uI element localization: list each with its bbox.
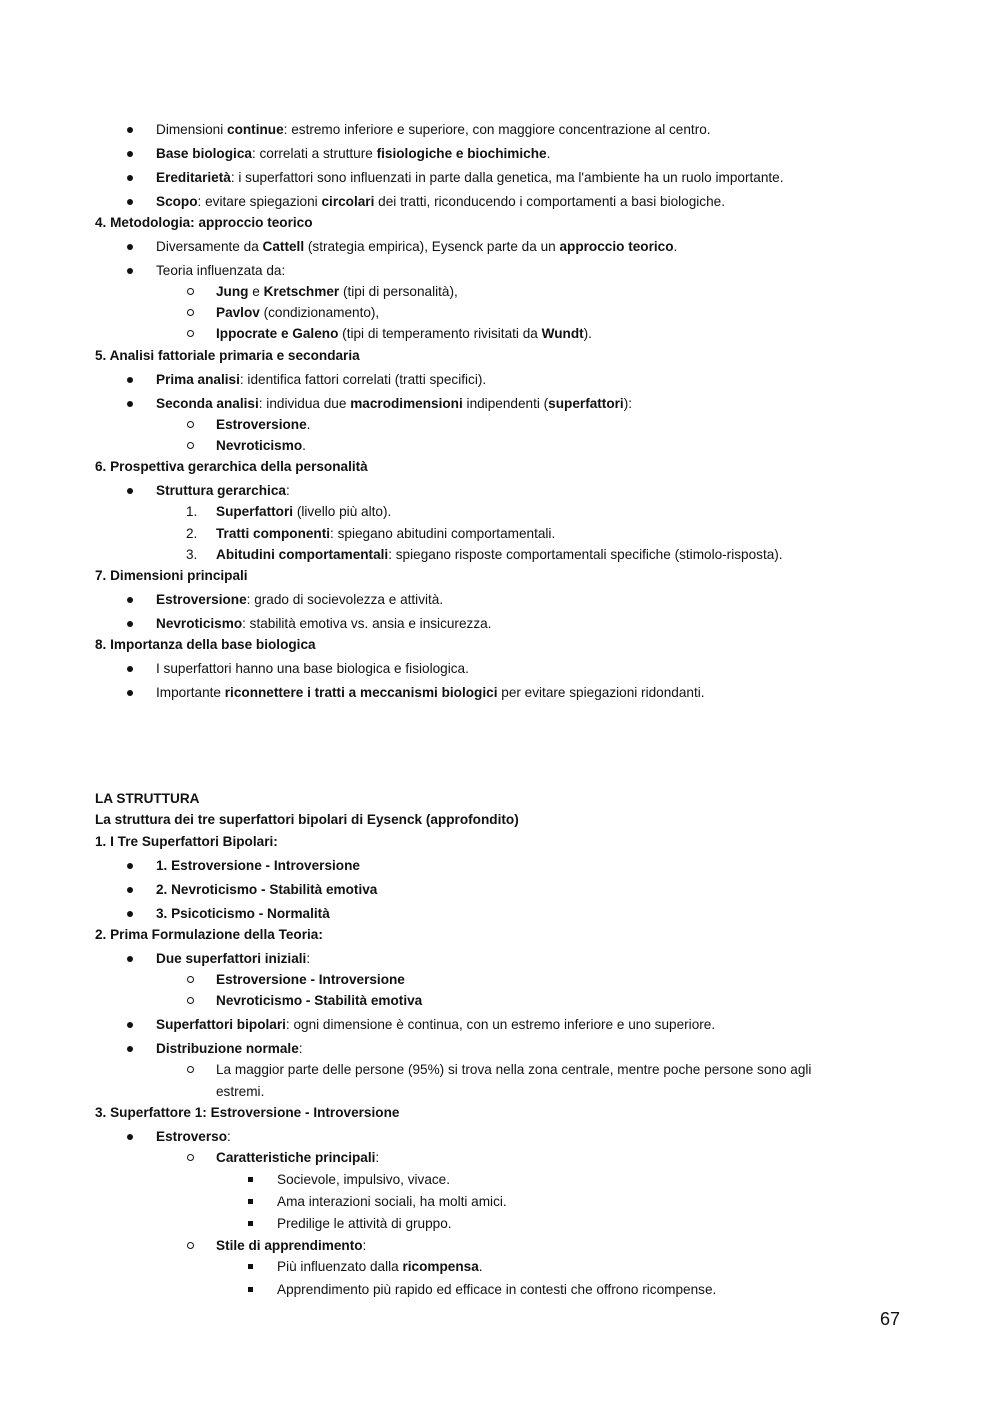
list-item-text <box>277 1258 483 1276</box>
list-item-text <box>156 1016 715 1034</box>
text-run: ): <box>623 396 633 411</box>
list-item-text <box>277 1193 507 1211</box>
list-number: 1. <box>186 504 198 519</box>
list-item-text <box>156 145 550 163</box>
list-item-text <box>216 525 555 543</box>
bullet-dot-icon <box>124 145 136 163</box>
text-run: Più influenzato dalla <box>277 1259 403 1274</box>
text-run: . <box>673 239 678 254</box>
list-item-text <box>156 857 360 875</box>
text-run: (strategia empirica), Eysenck parte da un <box>304 239 560 254</box>
text-run: superfattori <box>548 396 624 411</box>
text-run: fisiologiche e biochimiche <box>376 146 547 161</box>
text-run: : i superfattori sono influenzati in parte dalla genetica, ma l'ambiente ha un ruolo importante. <box>230 170 784 185</box>
text-run: 2. Nevroticismo - Stabilità emotiva <box>156 882 378 897</box>
text-run: . <box>478 1259 483 1274</box>
text-run: 1. I Tre Superfattori Bipolari: <box>95 834 278 849</box>
text-run: La struttura dei tre superfattori bipolari di Eysenck (approfondito) <box>95 812 519 827</box>
list-item-text <box>156 395 632 413</box>
text-run: (livello più alto). <box>293 504 392 519</box>
bullet-circle-icon <box>186 1149 196 1167</box>
text-run: (tipi di temperamento rivisitati da <box>338 326 542 341</box>
list-item-text <box>156 905 330 923</box>
bullet-dot-icon <box>124 591 136 609</box>
bullet-dot-icon <box>124 371 136 389</box>
text-run: : individua due <box>258 396 351 411</box>
text-run: Diversamente da <box>156 239 263 254</box>
list-item-text <box>156 121 711 139</box>
list-item-text <box>216 546 783 564</box>
text-run: riconnettere i tratti a meccanismi biologici <box>224 685 498 700</box>
list-item-text <box>216 1061 811 1079</box>
text-run: . <box>306 417 311 432</box>
section-heading <box>95 214 313 232</box>
text-run: LA STRUTTURA <box>95 791 200 806</box>
list-item-text <box>216 503 391 521</box>
bullet-circle-icon <box>186 1237 196 1255</box>
list-item-text <box>156 1128 231 1146</box>
list-number: 2. <box>186 526 198 541</box>
text-run: estremi. <box>216 1084 265 1099</box>
text-run: Stile di apprendimento <box>216 1238 363 1253</box>
text-run: Superfattori <box>216 504 294 519</box>
list-item-text <box>216 437 306 455</box>
text-run: 6. Prospettiva gerarchica della personalità <box>95 459 368 474</box>
bullet-dot-icon <box>124 482 136 500</box>
text-run: Tratti componenti <box>216 526 331 541</box>
text-run: Socievole, impulsivo, vivace. <box>277 1172 451 1187</box>
text-run: Estroversione - Introversione <box>216 972 405 987</box>
bullet-dot-icon <box>124 262 136 280</box>
page-number: 67 <box>880 1309 901 1329</box>
text-run: 4. Metodologia: approccio teorico <box>95 215 313 230</box>
text-run: Abitudini comportamentali <box>216 547 389 562</box>
bullet-dot-icon <box>124 193 136 211</box>
text-run: 7. Dimensioni principali <box>95 568 248 583</box>
text-run: Prima analisi <box>156 372 240 387</box>
text-run: Due superfattori iniziali <box>156 951 307 966</box>
text-run: Wundt <box>541 326 584 341</box>
bullet-circle-icon <box>186 1061 196 1079</box>
text-run: : <box>306 951 311 966</box>
list-item-text <box>156 371 486 389</box>
text-run: Scopo <box>156 194 198 209</box>
bullet-dot-icon <box>124 121 136 139</box>
list-item-text <box>216 1083 264 1101</box>
text-run: : spiegano risposte comportamentali specifiche (stimolo-risposta). <box>388 547 783 562</box>
list-item-text <box>216 992 422 1010</box>
section-heading <box>95 347 360 365</box>
text-run: . <box>302 438 306 453</box>
text-run: Ippocrate e Galeno <box>216 326 339 341</box>
bullet-dot-icon <box>124 615 136 633</box>
list-number: 3. <box>186 547 198 562</box>
bullet-dot-icon <box>124 857 136 875</box>
list-item-text <box>156 881 377 899</box>
text-run: : <box>285 483 290 498</box>
list-item-text <box>277 1215 452 1233</box>
bullet-dot-icon <box>124 238 136 256</box>
bullet-dot-icon <box>124 1040 136 1058</box>
bullet-circle-icon <box>186 283 196 301</box>
text-run: Base biologica <box>156 146 252 161</box>
bullet-dot-icon <box>124 1016 136 1034</box>
list-item-text <box>156 193 725 211</box>
text-run: : <box>227 1129 231 1144</box>
text-run: : stabilità emotiva vs. ansia e insicurezza. <box>242 616 492 631</box>
list-item-text <box>216 325 592 343</box>
list-item-text <box>216 283 458 301</box>
bullet-dot-icon <box>124 169 136 187</box>
text-run: Nevroticismo - Stabilità emotiva <box>216 993 423 1008</box>
text-run: Caratteristiche principali <box>216 1150 376 1165</box>
list-item-text <box>216 1237 366 1255</box>
text-run: : <box>375 1150 380 1165</box>
text-run: Superfattori bipolari <box>156 1017 286 1032</box>
list-item-text <box>277 1281 716 1299</box>
text-run: 2. Prima Formulazione della Teoria: <box>95 927 323 942</box>
text-run: Apprendimento più rapido ed efficace in contesti che offrono ricompense. <box>277 1282 717 1297</box>
text-run: Estroversione <box>156 592 247 607</box>
text-run: Pavlov <box>216 305 260 320</box>
text-run: : identifica fattori correlati (tratti specifici). <box>239 372 487 387</box>
text-run: 3. Psicoticismo - Normalità <box>156 906 330 921</box>
text-run: I superfattori hanno una base biologica e fisiologica. <box>156 661 469 676</box>
text-run: Nevroticismo <box>216 438 303 453</box>
text-run: 1. Estroversione - Introversione <box>156 858 360 873</box>
bullet-dot-icon <box>124 395 136 413</box>
text-run: ). <box>583 326 592 341</box>
text-run: Nevroticismo <box>156 616 243 631</box>
section-heading <box>95 567 248 585</box>
text-run: per evitare spiegazioni ridondanti. <box>497 685 705 700</box>
text-run: : correlati a strutture <box>251 146 377 161</box>
bullet-dot-icon <box>124 950 136 968</box>
text-run: : <box>298 1041 303 1056</box>
text-run: dei tratti, riconducendo i comportamenti a basi biologiche. <box>374 194 726 209</box>
list-item-text <box>156 1040 303 1058</box>
text-run: circolari <box>321 194 375 209</box>
section-heading <box>95 636 316 654</box>
list-item-text <box>216 304 379 322</box>
text-run: Cattell <box>262 239 305 254</box>
text-run: : grado di socievolezza e attività. <box>246 592 444 607</box>
bullet-dot-icon <box>124 905 136 923</box>
text-run: indipendenti ( <box>462 396 549 411</box>
text-run: continue <box>227 122 284 137</box>
list-item-text <box>156 262 285 280</box>
text-run: : ogni dimensione è continua, con un estremo inferiore e uno superiore. <box>285 1017 716 1032</box>
bullet-square-icon <box>246 1258 256 1276</box>
list-item-text <box>156 684 705 702</box>
section-heading <box>95 833 278 851</box>
text-run: : spiegano abitudini comportamentali. <box>330 526 556 541</box>
text-run: Distribuzione normale <box>156 1041 299 1056</box>
text-run: Predilige le attività di gruppo. <box>277 1216 452 1231</box>
bullet-square-icon <box>246 1193 256 1211</box>
section-heading <box>95 1104 399 1122</box>
section-heading <box>95 811 519 829</box>
list-item-text <box>156 482 290 500</box>
text-run: : estremo inferiore e superiore, con maggiore concentrazione al centro. <box>283 122 711 137</box>
text-run: ricompensa <box>402 1259 479 1274</box>
text-run: Kretschmer <box>263 284 340 299</box>
list-item-text <box>216 971 405 989</box>
list-item-text <box>216 1149 379 1167</box>
bullet-circle-icon <box>186 437 196 455</box>
section-heading <box>95 458 368 476</box>
bullet-circle-icon <box>186 971 196 989</box>
bullet-dot-icon <box>124 660 136 678</box>
list-item-text <box>156 238 677 256</box>
list-item-text <box>156 660 469 678</box>
text-run: 3. Superfattore 1: Estroversione - Introversione <box>95 1105 400 1120</box>
list-item-text <box>156 591 443 609</box>
text-run: . <box>546 146 551 161</box>
bullet-dot-icon <box>124 684 136 702</box>
list-item-text <box>156 615 491 633</box>
text-run: Importante <box>156 685 225 700</box>
bullet-dot-icon <box>124 1128 136 1146</box>
text-run: approccio teorico <box>559 239 674 254</box>
text-run: : evitare spiegazioni <box>197 194 322 209</box>
text-run: Jung <box>216 284 249 299</box>
text-run: Estroverso <box>156 1129 228 1144</box>
text-run: e <box>248 284 264 299</box>
text-run: : <box>362 1238 367 1253</box>
text-run: Dimensioni <box>156 122 228 137</box>
section-heading <box>95 926 323 944</box>
bullet-square-icon <box>246 1215 256 1233</box>
bullet-dot-icon <box>124 881 136 899</box>
text-run: Struttura gerarchica <box>156 483 286 498</box>
bullet-circle-icon <box>186 416 196 434</box>
text-run: Ama interazioni sociali, ha molti amici. <box>277 1194 507 1209</box>
list-item-text <box>156 950 310 968</box>
text-run: Estroversione <box>216 417 307 432</box>
list-item-text <box>216 416 310 434</box>
text-run: La maggior parte delle persone (95%) si trova nella zona centrale, mentre poche persone sono agli <box>216 1062 812 1077</box>
list-item-text <box>156 169 784 187</box>
list-item-text <box>277 1171 450 1189</box>
text-run: 8. Importanza della base biologica <box>95 637 316 652</box>
bullet-circle-icon <box>186 304 196 322</box>
text-run: Ereditarietà <box>156 170 231 185</box>
text-run: Seconda analisi <box>156 396 259 411</box>
bullet-circle-icon <box>186 325 196 343</box>
text-run: Teoria influenzata da: <box>156 263 286 278</box>
bullet-circle-icon <box>186 992 196 1010</box>
text-run: (tipi di personalità), <box>339 284 458 299</box>
text-run: 5. Analisi fattoriale primaria e secondaria <box>95 348 360 363</box>
text-run: (condizionamento), <box>259 305 380 320</box>
bullet-square-icon <box>246 1281 256 1299</box>
text-run: macrodimensioni <box>350 396 463 411</box>
bullet-square-icon <box>246 1171 256 1189</box>
section-heading <box>95 790 199 808</box>
